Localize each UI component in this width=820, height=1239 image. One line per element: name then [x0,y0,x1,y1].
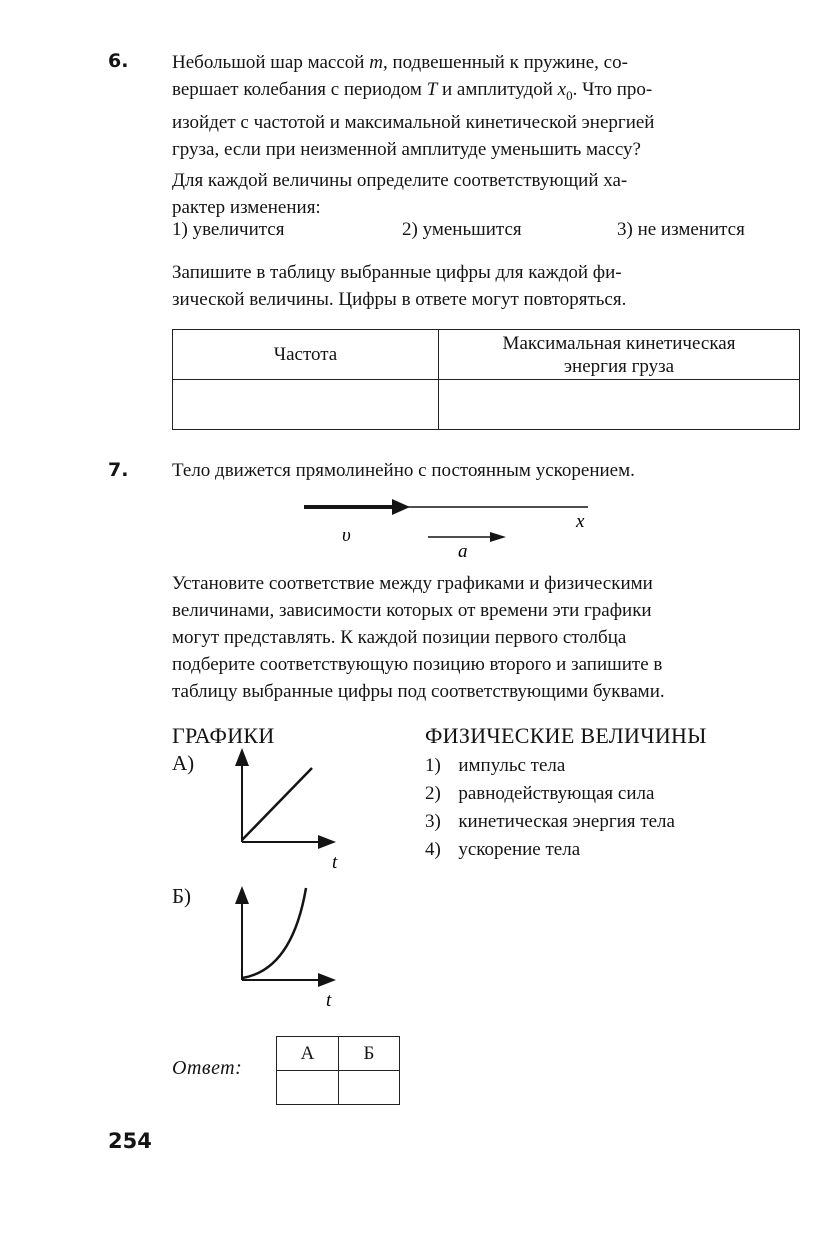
acceleration-arrowhead [490,532,506,542]
quantity-num-3: 3) [425,811,441,832]
q6-header-kinetic-energy [439,330,800,380]
q6-header-frequency: Частота [173,330,439,380]
quantities-heading: ФИЗИЧЕСКИЕ ВЕЛИЧИНЫ [425,723,707,748]
option-3: 3) не изменится [617,219,745,240]
option-2: 2) уменьшится [402,219,522,240]
quantity-num-4: 4) [425,839,441,860]
q7-task-line-4: подберите соответствующую позицию второго и запишите в [172,654,663,675]
quantity-num-1: 1) [425,755,441,776]
graph-b-t-label: t [326,990,332,1009]
answer-label: Ответ: [172,1057,243,1079]
quantity-text-4: ускорение тела [458,839,581,860]
graph-a-label: А) [172,751,195,775]
q6-instruction-line-1: Для каждой величины определите соответствующий ха- [172,170,628,191]
question-7-number: 7. [108,459,129,481]
motion-diagram [300,493,600,563]
q6-record-instruction [172,259,789,313]
q7-answer-cell-a[interactable] [277,1071,339,1105]
q7-task-line-3: могут представлять. К каждой позиции первого столбца [172,627,627,648]
q6-instruction [172,167,789,221]
q7-task [172,570,792,705]
q7-answer-table [276,1036,400,1105]
quantity-item-3 [425,808,675,836]
graphs-heading: ГРАФИКИ [172,723,275,748]
q6-header-kinetic-line-2: энергия груза [563,355,675,377]
q6-answer-cell-frequency[interactable] [173,380,439,430]
option-1: 1) увеличится [172,219,285,240]
q7-header-a: А [277,1037,339,1071]
q7-intro: Тело движется прямолинейно с постоянным ускорением. [172,460,635,481]
graph-a-x-arrowhead [318,835,336,849]
graph-a-y-arrowhead [235,748,249,766]
graph-b-y-arrowhead [235,886,249,904]
quantity-item-1 [425,752,675,780]
q6-line-2: вершает колебания с периодом T и амплитудой $x_0$. Что про- [172,79,653,103]
q7-header-b: Б [339,1037,400,1071]
quantity-item-2 [425,780,675,808]
x-axis-label: x [576,511,585,532]
question-6-text [172,49,789,163]
q7-answer-cell-b[interactable] [339,1071,400,1105]
quantity-text-1: импульс тела [458,755,566,776]
q7-task-line-2: величинами, зависимости которых от времени эти графики [172,600,652,621]
q6-line-4: груза, если при неизменной амплитуде уменьшить массу? [172,138,641,160]
q6-header-kinetic-line-1: Максимальная кинетическая [502,332,736,354]
q6-instruction-line-2: рактер изменения: [172,197,321,218]
q6-record-line-2: зической величины. Цифры в ответе могут повторяться. [172,289,627,310]
graph-a-t-label: t [332,852,338,873]
q6-answer-table [172,329,800,430]
q7-task-line-1: Установите соответствие между графиками и физическими [172,573,653,594]
q6-line-3: изойдет с частотой и максимальной кинетической энергией [172,111,655,133]
page-number: 254 [108,1129,152,1153]
graph-b [230,884,350,1009]
quantity-text-2: равнодействующая сила [458,783,655,804]
velocity-label: υ [342,525,351,546]
quantity-num-2: 2) [425,783,441,804]
question-6-number: 6. [108,50,129,72]
graph-a-linear-curve [242,768,312,840]
graph-a [230,748,350,873]
graph-b-parabolic-curve [242,888,306,978]
graph-b-x-arrowhead [318,973,336,987]
quantity-text-3: кинетическая энергия тела [458,811,675,832]
q6-answer-cell-kinetic-energy[interactable] [439,380,800,430]
graph-b-label: Б) [172,884,192,908]
acceleration-label: a [458,541,468,562]
quantity-item-4 [425,836,675,864]
q6-record-line-1: Запишите в таблицу выбранные цифры для каждой фи- [172,262,622,283]
quantities-list [425,752,675,864]
q7-task-line-5: таблицу выбранные цифры под соответствующими буквами. [172,681,665,702]
q6-line-1: Небольшой шар массой m, подвешенный к пружине, со- [172,52,628,73]
